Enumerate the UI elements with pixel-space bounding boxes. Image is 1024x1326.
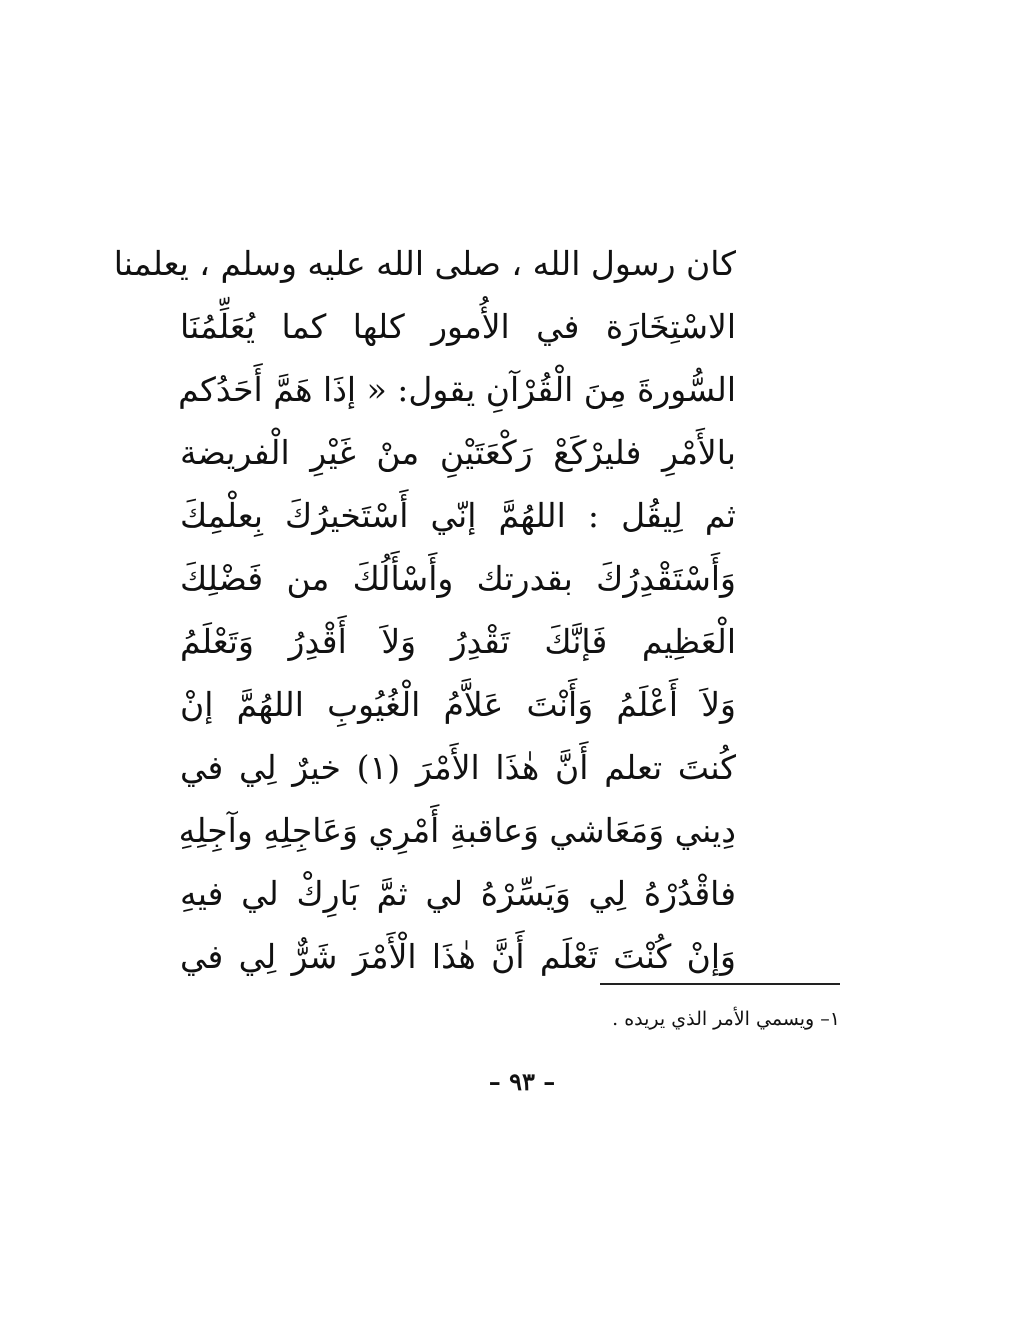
text-line: وَلاَ أَعْلَمُ وَأَنْتَ عَلاَّمُ الْغُيُوبِ اللهُمَّ إنْ xyxy=(180,685,736,724)
text-line: كُنتَ تعلم أَنَّ هٰذَا الأَمْرَ (١) خيرٌ لِي في xyxy=(180,748,736,787)
text-line: فاقْدُرْهُ لِي وَيَسِّرْهُ لي ثمَّ بَارِكْ لي فيهِ xyxy=(180,874,736,913)
main-text-block xyxy=(113,232,736,988)
text-line: دِيني وَمَعَاشي وَعاقبةِ أَمْرِي وَعَاجِلِهِ وآجِلِهِ xyxy=(178,811,736,850)
text-line: كان رسول الله ، صلى الله عليه وسلم ، يعلمنا xyxy=(113,244,736,283)
text-line: السُّورةَ مِنَ الْقُرْآنِ يقول: « إذَا هَمَّ أَحَدُكم xyxy=(178,370,736,409)
text-line: وَأَسْتَقْدِرُكَ بقدرتك وأَسْأَلُكَ من فَضْلِكَ xyxy=(180,559,736,598)
text-line: وَإنْ كُنْتَ تَعْلَم أَنَّ هٰذَا الْأَمْرَ شَرٌّ لِي في xyxy=(180,937,736,976)
footnote: ١– ويسمي الأمر الذي يريده . xyxy=(612,1008,840,1030)
text-line: بالأَمْرِ فليرْكَعْ رَكْعَتَيْنِ منْ غَيْرِ الْفريضة xyxy=(180,433,736,472)
footnote-divider xyxy=(600,983,840,985)
text-line: الاسْتِخَارَة في الأُمور كلها كما يُعَلِّمُنَا xyxy=(180,307,736,346)
text-line: الْعَظِيم فَإنَّكَ تَقْدِرُ وَلاَ أَقْدِرُ وَتَعْلَمُ xyxy=(180,622,736,661)
text-line: ثم لِيقُل : اللهُمَّ إنّي أَسْتَخيرُكَ بِعلْمِكَ xyxy=(180,496,736,535)
page-number: – ٩٣ – xyxy=(488,1067,556,1096)
